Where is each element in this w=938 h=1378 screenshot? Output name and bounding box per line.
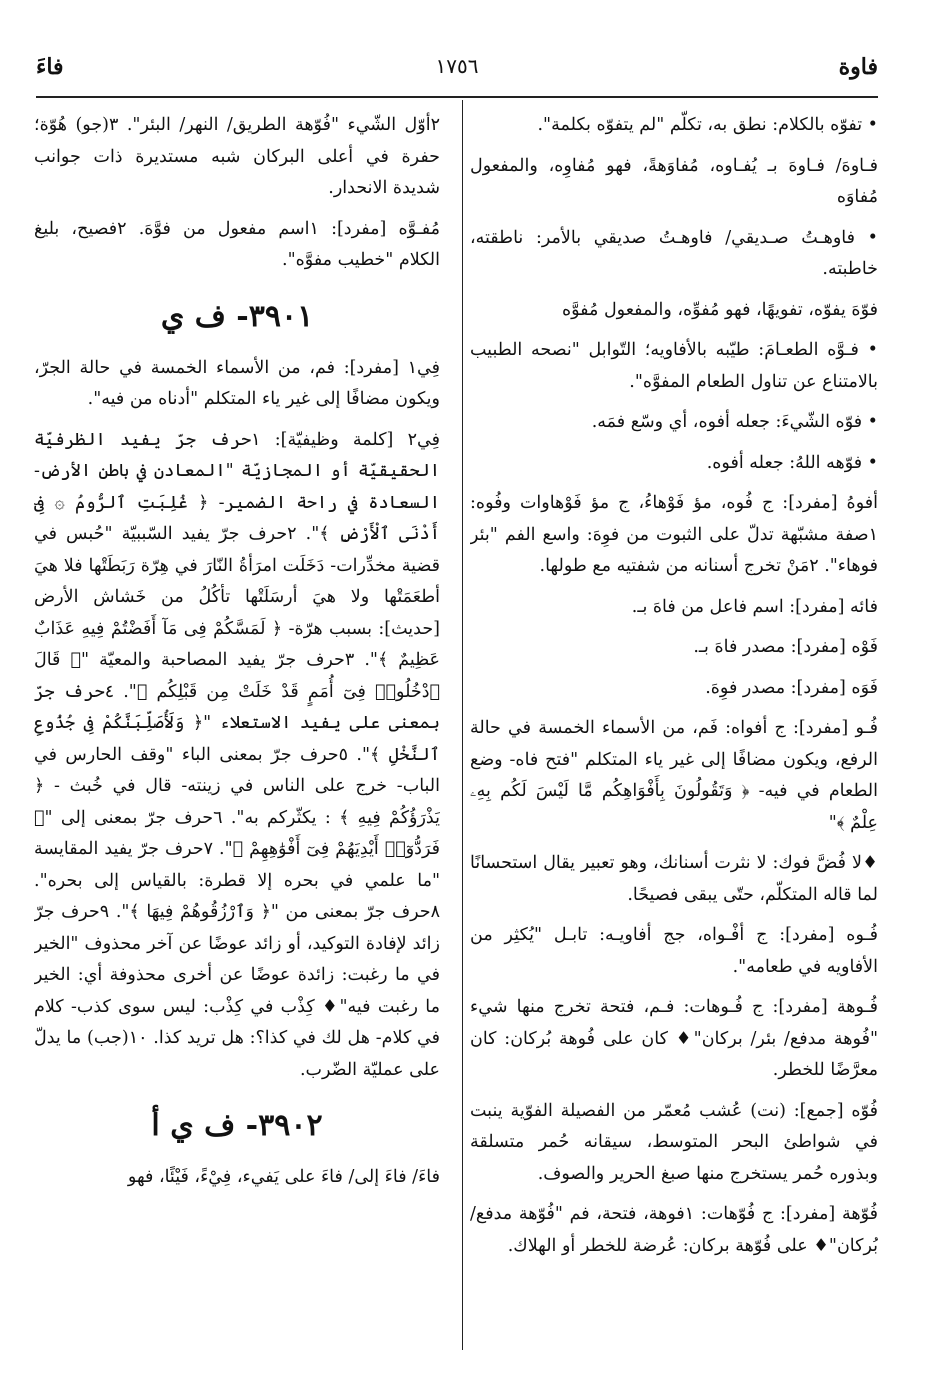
entry-paragraph: • فـوَّه الطعـامَ: طيّبه بالأفاويه؛ التّوابل "نصحه الطبيب بالامتناع عن تناول الطعام المفوَّه". (470, 340, 878, 392)
entry-paragraph: فاءَ/ فاءَ إلى/ فاءَ على يَفيء، فِيْءً، فَيْئًا، فهو (127, 1167, 440, 1187)
section-heading: ٣٩٠١- ف ي (160, 298, 314, 334)
right-column (470, 110, 878, 1350)
entry-paragraph: أفوهُ [مفرد]: ج فُوه، مؤ فَوْهاءُ، ج مؤ فَوْهاوات وفُوه: ١صفة مشبّهة تدلّ على الثبوت من فوِهَ: واسع الفم "بئر فوهاء". ٢مَنْ تخرج أسنانه من شفتيه مع طولها. (470, 493, 878, 576)
entry-paragraph: فُوّهة [مفرد]: ج فُوّهات: ١فوهة، فتحة، فم "فُوّهة مدفع/ بُركان"♦ على فُوّهة بركان: عُرضة للخطر أو الهلاك. (470, 1204, 878, 1256)
entry-paragraph: فـاوهَ/ فـاوهَ بـ يُفـاوه، مُفاوَهةً، فهو مُفاوِه، والمفعول مُفاوَه (470, 155, 878, 207)
entry-paragraph: فائه [مفرد]: اسم فاعل من فاهَ بـ. (631, 596, 878, 617)
entry-paragraph: • فاوهـتُ صـديقي/ فاوهـتُ صديقي بالأمر: ناطقته، خاطبته. (470, 227, 878, 279)
header-rule (36, 96, 878, 98)
entry-paragraph: فَوْه [مفرد]: مصدر فاهَ بـ. (693, 637, 878, 657)
column-divider (462, 100, 463, 1350)
entry-paragraph: فوّهَ يفوّه، تفويهًا، فهو مُفوِّه، والمفعول مُفوَّه (561, 299, 878, 320)
entry-paragraph: فِي١ [مفرد]: فم، من الأسماء الخمسة في حالة الجرّ، ويكون مضافًا إلى غير ياء المتكلم "أدناه من فيه". (34, 357, 440, 409)
entry-paragraph: فُوّه [جمع]: (نت) عُشب مُعمّر من الفصيلة الفوّية ينبت في شواطئ البحر المتوسط، سيقانه حُمر متسلقة وبذوره حُمر يستخرج منها صبغ الحرير والصوف. (470, 1100, 878, 1184)
entry-paragraph: فَوَه [مفرد]: مصدر فوِهَ. (705, 677, 878, 698)
header-left-headword: فاءَ (36, 54, 64, 80)
left-column (34, 110, 440, 1350)
header-right-headword: فاوة (838, 54, 878, 80)
section-heading: ٣٩٠٢- ف ي أ (151, 1108, 323, 1143)
page-header (36, 48, 878, 88)
entry-paragraph: • فوّهه اللهُ: جعله أفوه. (706, 452, 878, 473)
entry-paragraph: مُفـوَّه [مفرد]: ١اسم مفعول من فوَّهَ. ٢فصيح، بليغ الكلام "خطيب مفوَّه". (34, 218, 440, 270)
entry-paragraph: فُـوهة [مفرد]: ج فُـوهات: فـم، فتحة تخرج منها شيء "فُوهة مدفع/ بئر/ بركان"♦ كان على فُوهة بُركان: كان معرَّضًا للخطر. (470, 997, 878, 1080)
entry-paragraph: • تفوّه بالكلام: نطق به، تكلّم "لم يتفوّه بكلمة". (537, 115, 878, 135)
entry-paragraph: فُـو [مفرد]: ج أفواه: فَم، من الأسماء الخمسة في حالة الرفع، ويكون مضافًا إلى غير ياء المتكلم "فتح فاه- وضع الطعام في فيه- ﴿ وَتَقُولُونَ بِأَفْوَاهِكُم مَّا لَيْسَ لَكُم بِهِۦ عِلْمٌ ﴾" (470, 718, 878, 833)
entry-paragraph: فِي٢ [كلمة وظيفيّة]: ١حرف جرّ يفيد الظرفيّة الحقيقيّة أو المجازيّة "المعادن في باطن الأرض- السعادة في راحة الضمير- ﴿ غُلِبَتِ ٱلرُّومُ ۞ فِىٓ أَدْنَى ٱلْأَرْضِ ﴾". ٢حرف جرّ يفيد السّببيّة "حُبس في قضية مخدِّرات- دَخَلَت امرَأةُ النّارَ في هِرّة رَبَطَتْها فلا هيَ أطعَمَتْها ولا هيَ أرسَلَتْها تأكُلُ من خَشاش الأرض [حديث]: بسبب هرّة- ﴿ لَمَسَّكُمْ فِى مَآ أَفَضْتُمْ فِيهِ عَذَابٌ عَظِيمٌ ﴾". ٣حرف جرّ يفيد المصاحبة والمعيّة "﴿ قَالَ ٱدْخُلُوا۟ فِىٓ أُمَمٍ قَدْ خَلَتْ مِن قَبْلِكُم ﴾". ٤حرف جرّ بمعنى على يفيد الاستعلاء "﴿ وَلَأُصَلِّبَنَّكُمْ فِى جُذُوعِ ٱلنَّخْلِ ﴾". ٥حرف جرّ بمعنى الباء "وقف الحارس في الباب- خرج على الناس في زينته- قال في خُبث - ﴿ يَذْرَؤُكُمْ فِيهِ ﴾ : يكثّركم به". ٦حرف جرّ بمعنى إلى "﴿ فَرَدُّوٓا۟ أَيْدِيَهُمْ فِىٓ أَفْوَٰهِهِمْ ﴾". ٧حرف جرّ يفيد المقايسة "ما علمي في بحره إلا قطرة: بالقياس إلى بحره". ٨حرف جرّ بمعنى من "﴿ وَٱرْزُقُوهُمْ فِيهَا ﴾". ٩حرف جرّ زائد لإفادة التوكيد، أو زائد عوضًا عن آخر محذوف "الخير في ما رغبت: زائدة عوضًا عن أخرى محذوفة أي: الخير ما رغبت فيه"♦ كِذْب في كِذْب: ليس سوى كذب- كلام في كلام- هل لك في كذا؟: هل تريد كذا. ١٠(جب) ما يدلّ على عمليّة الضّرب. (34, 429, 440, 1080)
page-number: ١٧٥٦ (435, 54, 479, 78)
entry-paragraph: ٢أوّل الشّيء "فُوّهة الطريق/ النهر/ البئر". ٣(جو) هُوّة؛ حفرة في أعلى البركان شبه مستديرة ذات جوانب شديدة الانحدار. (34, 115, 440, 198)
entry-paragraph: • فوّه الشّيءَ: جعله أفوه، أي وسّع فمَه. (591, 412, 878, 432)
entry-paragraph: ♦لا فُضَّ فوك: لا نثرت أسنانك، وهو تعبير يقال استحسانًا لما قاله المتكلّم، حتّى يبقى فصيحًا. (470, 853, 878, 905)
entry-paragraph: فُـوه [مفرد]: ج أفْـواه، جج أفاويـه: تابـل "يُكثِر من الأفاويه في طعامه". (470, 925, 878, 977)
